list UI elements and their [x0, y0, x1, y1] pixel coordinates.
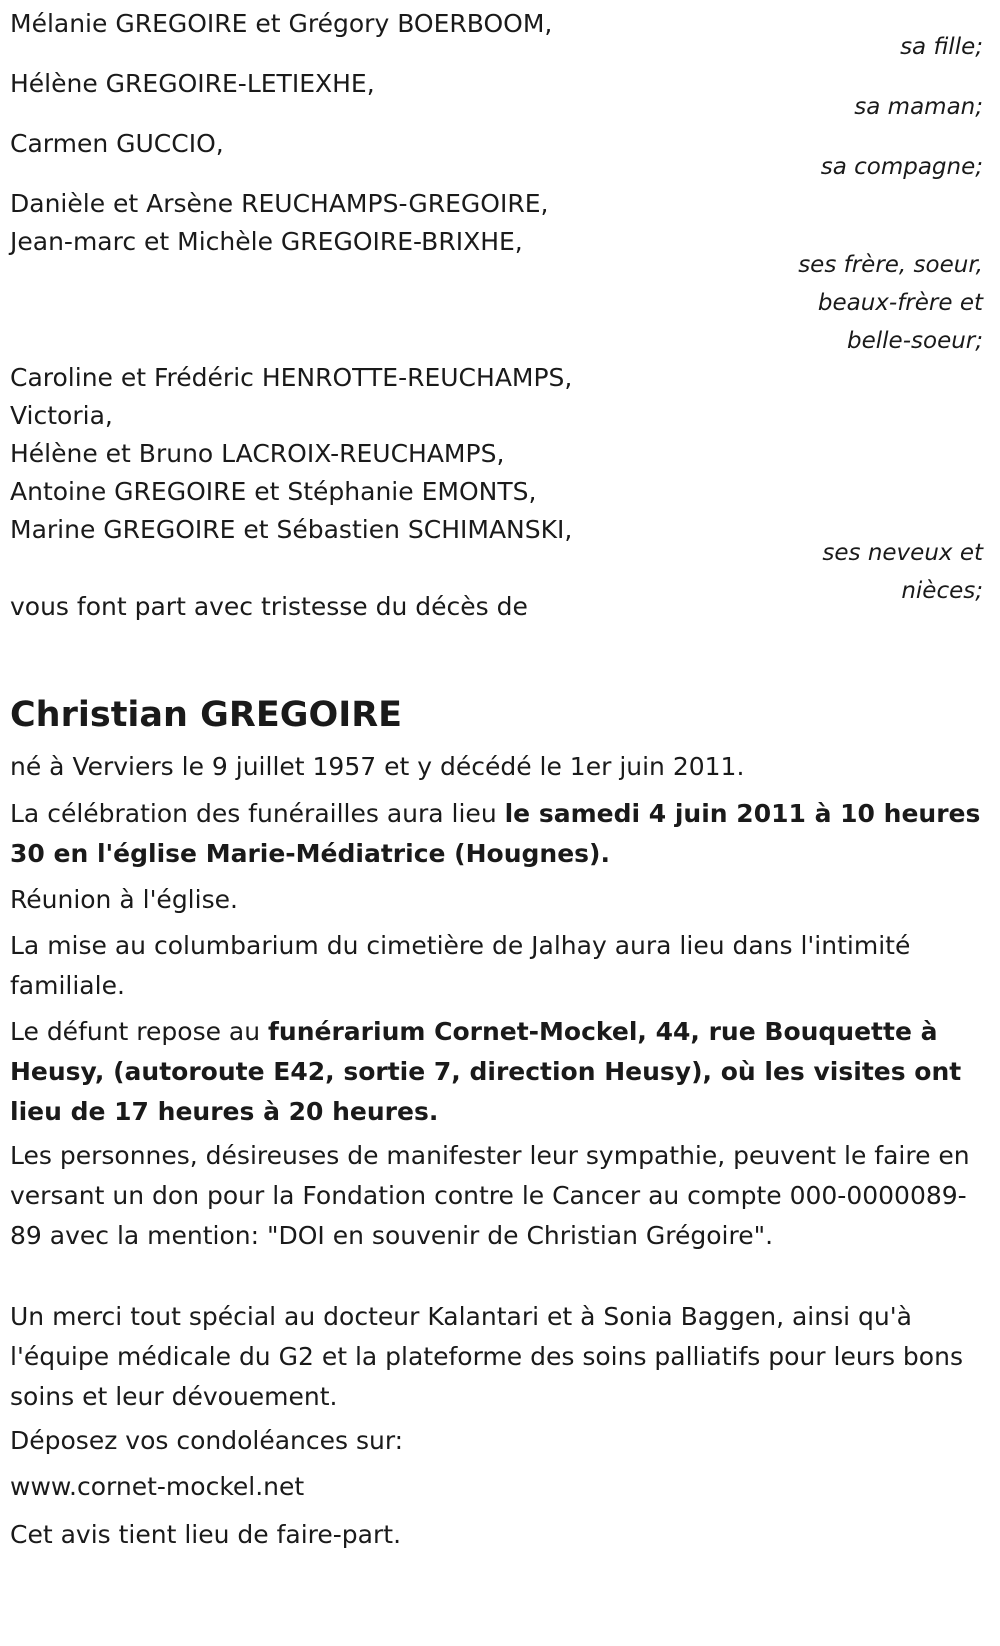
- relation-label: sa fille;: [900, 34, 983, 60]
- relation-label: ses frère, soeur,: [798, 252, 983, 278]
- family-name: Victoria,: [10, 401, 113, 430]
- birth-death-text: né à Verviers le 9 juillet 1957 et y décédé le 1er juin 2011.: [10, 752, 745, 781]
- meeting-text: Réunion à l'église.: [10, 885, 238, 914]
- rest-prefix: Le défunt repose au: [10, 1017, 269, 1046]
- family-name: Carmen GUCCIO,: [10, 129, 224, 158]
- condolences-text: Déposez vos condoléances sur:: [10, 1426, 404, 1455]
- columbarium-text: La mise au columbarium du cimetière de Jalhay aura lieu dans l'intimité familiale.: [10, 931, 911, 1000]
- family-name: Mélanie GREGOIRE et Grégory BOERBOOM,: [10, 9, 553, 38]
- family-name: Antoine GREGOIRE et Stéphanie EMONTS,: [10, 477, 537, 506]
- relation-label: beaux-frère et: [817, 290, 983, 316]
- rest-paragraph: [10, 1012, 988, 1132]
- relation-label: sa maman;: [854, 94, 983, 120]
- funeral-prefix: La célébration des funérailles aura lieu: [10, 799, 505, 828]
- donation-text: Les personnes, désireuses de manifester leur sympathie, peuvent le faire en versant un don pour la Fondation contre le Cancer au compte 000-0000089-89 avec la mention: "DOI en souvenir de Christian Grégoire".: [10, 1141, 970, 1250]
- relation-label: belle-soeur;: [847, 328, 983, 354]
- website-link[interactable]: www.cornet-mockel.net: [10, 1472, 305, 1501]
- family-name: Marine GREGOIRE et Sébastien SCHIMANSKI,: [10, 515, 573, 544]
- family-name: Hélène GREGOIRE-LETIEXHE,: [10, 69, 375, 98]
- rest-details: funérarium Cornet-Mockel, 44, rue Bouquette à Heusy, (autoroute E42, sortie 7, direction Heusy), où les visites ont lieu de 17 heures à 20 heures.: [10, 1017, 962, 1126]
- relation-label: nièces;: [901, 578, 983, 604]
- relation-label: sa compagne;: [820, 154, 983, 180]
- family-name: Hélène et Bruno LACROIX-REUCHAMPS,: [10, 439, 505, 468]
- intro-text: vous font part avec tristesse du décès de: [10, 592, 528, 621]
- deceased-name: Christian GREGOIRE: [10, 695, 403, 735]
- family-name: Jean-marc et Michèle GREGOIRE-BRIXHE,: [10, 227, 523, 256]
- relation-label: ses neveux et: [822, 540, 983, 566]
- family-name: Danièle et Arsène REUCHAMPS-GREGOIRE,: [10, 189, 549, 218]
- thanks-text: Un merci tout spécial au docteur Kalantari et à Sonia Baggen, ainsi qu'à l'équipe médicale du G2 et la plateforme des soins palliatifs pour leurs bons soins et leur dévouement.: [10, 1302, 963, 1411]
- family-name: Caroline et Frédéric HENROTTE-REUCHAMPS,: [10, 363, 573, 392]
- funeral-details: le samedi 4 juin 2011 à 10 heures 30 en l'église Marie-Médiatrice (Hougnes).: [10, 799, 981, 868]
- funeral-paragraph: [10, 794, 988, 874]
- closing-text: Cet avis tient lieu de faire-part.: [10, 1520, 402, 1549]
